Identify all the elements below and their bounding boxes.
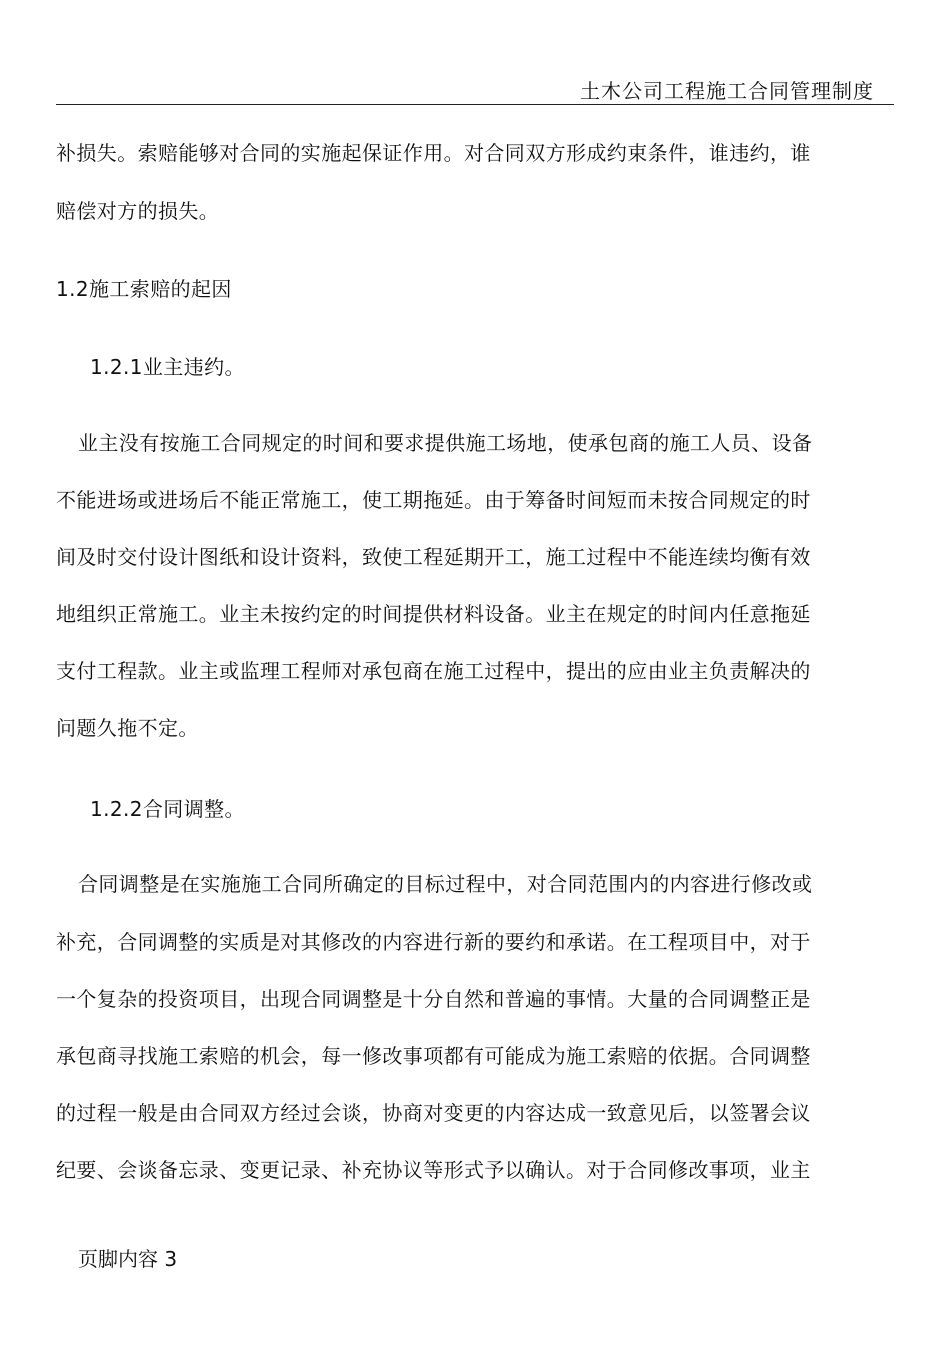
paragraph-line: 不能进场或进场后不能正常施工，使工期拖延。由于筹备时间短而未按合同规定的时 bbox=[56, 488, 811, 512]
header-divider bbox=[56, 104, 894, 105]
paragraph-line: 赔偿对方的损失。 bbox=[56, 199, 220, 223]
page-footer: 页脚内容 3 bbox=[78, 1247, 178, 1271]
paragraph-line: 纪要、会谈备忘录、变更记录、补充协议等形式予以确认。对于合同修改事项，业主 bbox=[56, 1158, 811, 1182]
paragraph-line: 的过程一般是由合同双方经过会谈，协商对变更的内容达成一致意见后，以签署会议 bbox=[56, 1101, 811, 1125]
paragraph-line: 合同调整是在实施施工合同所确定的目标过程中，对合同范围内的内容进行修改或 bbox=[78, 872, 813, 896]
paragraph-line: 支付工程款。业主或监理工程师对承包商在施工过程中，提出的应由业主负责解决的 bbox=[56, 659, 811, 683]
section-heading: 1.2施工索赔的起因 bbox=[56, 277, 232, 301]
paragraph-line: 承包商寻找施工索赔的机会，每一修改事项都有可能成为施工索赔的依据。合同调整 bbox=[56, 1044, 811, 1068]
subsection-heading: 1.2.1业主违约。 bbox=[90, 355, 245, 379]
paragraph-line: 业主没有按施工合同规定的时间和要求提供施工场地，使承包商的施工人员、设备 bbox=[78, 431, 813, 455]
paragraph-line: 问题久拖不定。 bbox=[56, 716, 199, 740]
paragraph-line: 地组织正常施工。业主未按约定的时间提供材料设备。业主在规定的时间内任意拖延 bbox=[56, 602, 811, 626]
subsection-heading: 1.2.2合同调整。 bbox=[90, 797, 245, 821]
document-title: 土木公司工程施工合同管理制度 bbox=[580, 79, 874, 103]
paragraph-line: 补损失。索赔能够对合同的实施起保证作用。对合同双方形成约束条件，谁违约，谁 bbox=[56, 141, 811, 165]
paragraph-line: 间及时交付设计图纸和设计资料，致使工程延期开工，施工过程中不能连续均衡有效 bbox=[56, 545, 811, 569]
paragraph-line: 一个复杂的投资项目，出现合同调整是十分自然和普遍的事情。大量的合同调整正是 bbox=[56, 987, 811, 1011]
paragraph-line: 补充，合同调整的实质是对其修改的内容进行新的要约和承诺。在工程项目中，对于 bbox=[56, 930, 811, 954]
